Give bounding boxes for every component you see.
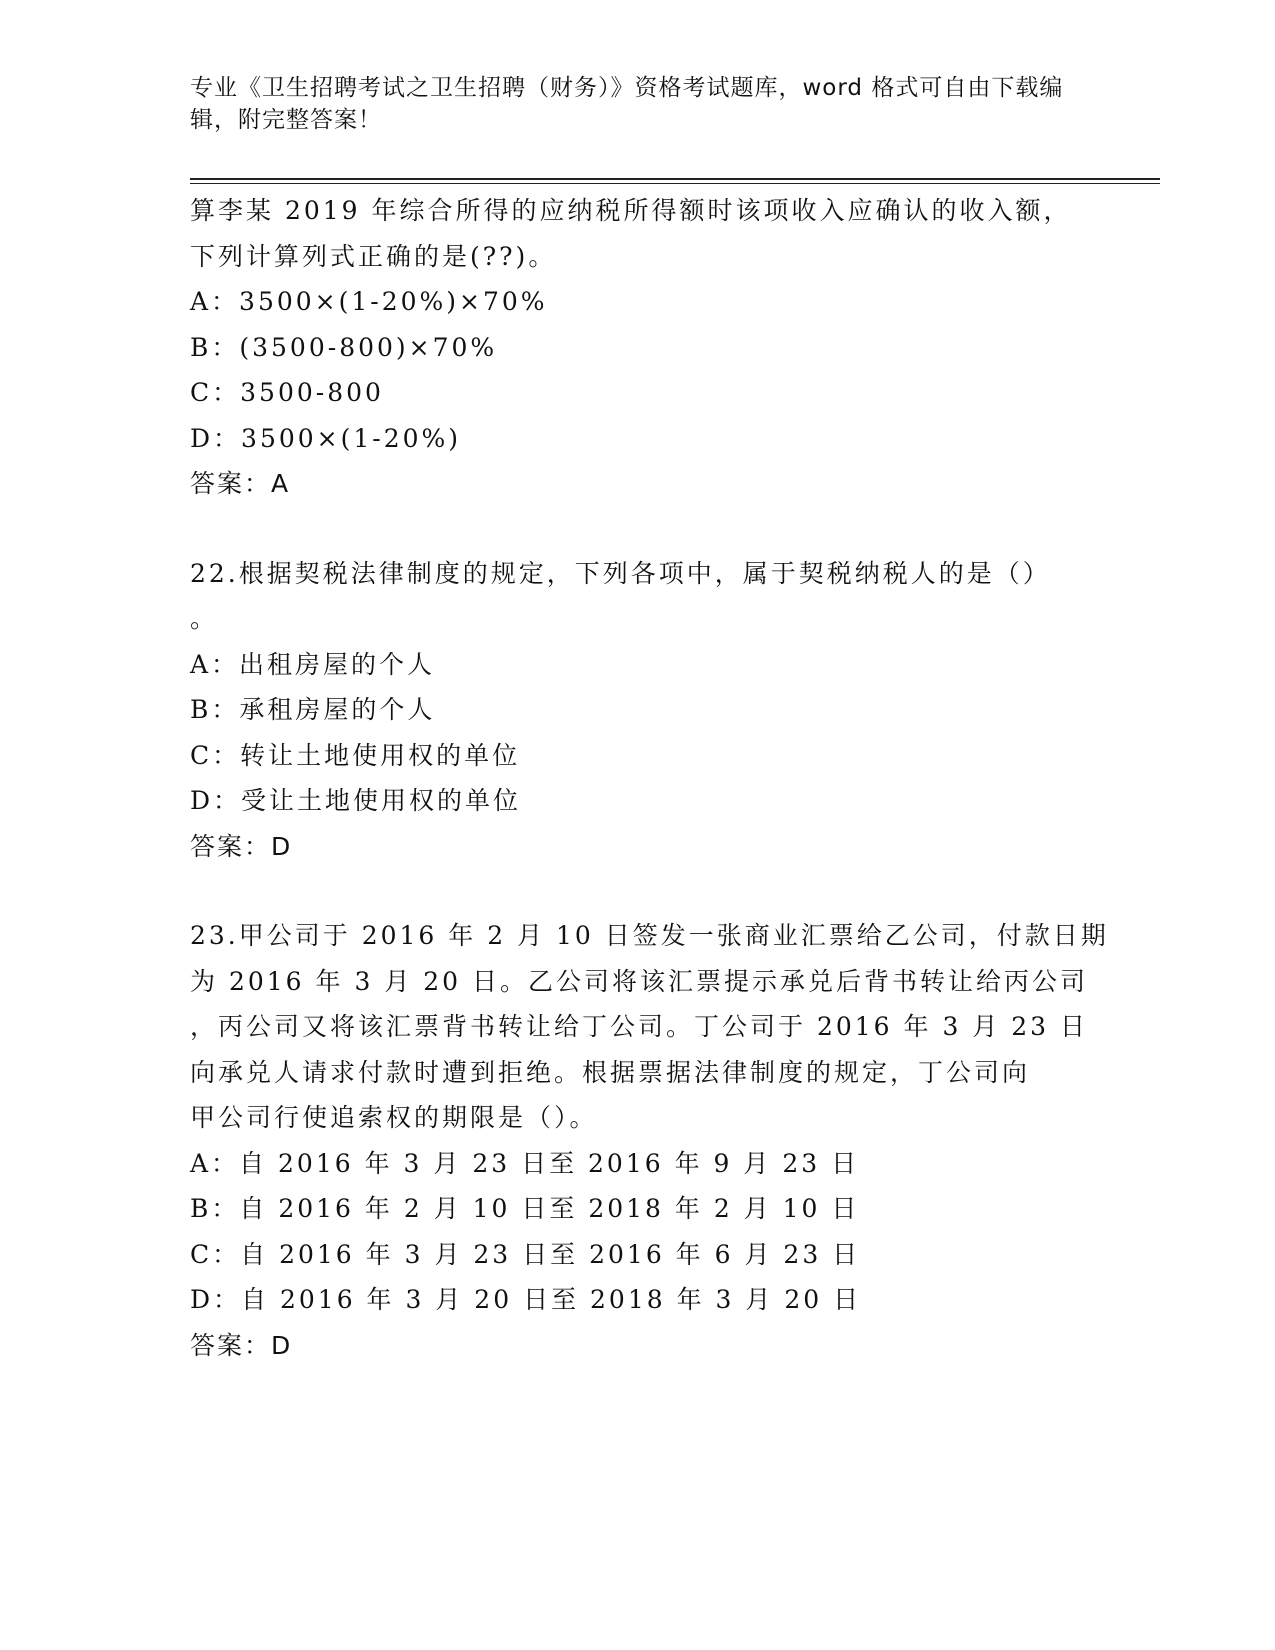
question-stem-line: 下列计算列式正确的是(??)。 <box>190 241 557 271</box>
question-stem-line: 23.甲公司于 2016 年 2 月 10 日签发一张商业汇票给乙公司，付款日期 <box>190 921 1109 950</box>
option-b: B：自 2016 年 2 月 10 日至 2018 年 2 月 10 日 <box>190 1194 860 1223</box>
option-b: B：承租房屋的个人 <box>190 695 436 724</box>
option-a: A：3500×(1-20%)×70% <box>190 287 548 316</box>
question-23 <box>190 913 1109 1368</box>
option-d: D：3500×(1-20%) <box>190 423 462 453</box>
question-22 <box>190 551 1090 870</box>
option-b: B：(3500-800)×70% <box>190 332 498 362</box>
question-stem-line: 为 2016 年 3 月 20 日。乙公司将该汇票提示承兑后背书转让给丙公司 <box>190 966 1089 996</box>
option-d: D：受让土地使用权的单位 <box>190 786 522 815</box>
option-c: C：3500-800 <box>190 378 384 407</box>
option-d: D：自 2016 年 3 月 20 日至 2018 年 3 月 20 日 <box>190 1285 862 1314</box>
question-stem-line: ，丙公司又将该汇票背书转让给丁公司。丁公司于 2016 年 3 月 23 日 <box>190 1012 1089 1041</box>
question-spacer <box>190 869 1090 913</box>
question-content <box>190 188 1109 1368</box>
question-stem-line: 算李某 2019 年综合所得的应纳税所得额时该项收入应确认的收入额， <box>190 196 1072 225</box>
answer-line: 答案：D <box>190 1330 293 1360</box>
question-stem-line: 。 <box>190 604 219 633</box>
header-divider-thick <box>190 178 1160 180</box>
option-c: C：自 2016 年 3 月 23 日至 2016 年 6 月 23 日 <box>190 1239 861 1269</box>
option-a: A：自 2016 年 3 月 23 日至 2016 年 9 月 23 日 <box>190 1148 860 1178</box>
option-a: A：出租房屋的个人 <box>190 649 436 679</box>
document-header: 专业《卫生招聘考试之卫生招聘（财务）》资格考试题库，word 格式可自由下载编辑，附完整答案！ <box>190 75 1064 133</box>
answer-line: 答案：A <box>190 469 291 498</box>
question-stem-line: 甲公司行使追索权的期限是（）。 <box>190 1103 598 1132</box>
question-stem-line: 22.根据契税法律制度的规定，下列各项中，属于契税纳税人的是（） <box>190 558 1051 588</box>
question-21 <box>190 188 1090 507</box>
answer-line: 答案：D <box>190 831 293 861</box>
question-stem-line: 向承兑人请求付款时遭到拒绝。根据票据法律制度的规定，丁公司向 <box>190 1057 1031 1087</box>
header-divider-thin <box>190 183 1160 184</box>
question-spacer <box>190 507 1090 551</box>
option-c: C：转让土地使用权的单位 <box>190 740 521 770</box>
